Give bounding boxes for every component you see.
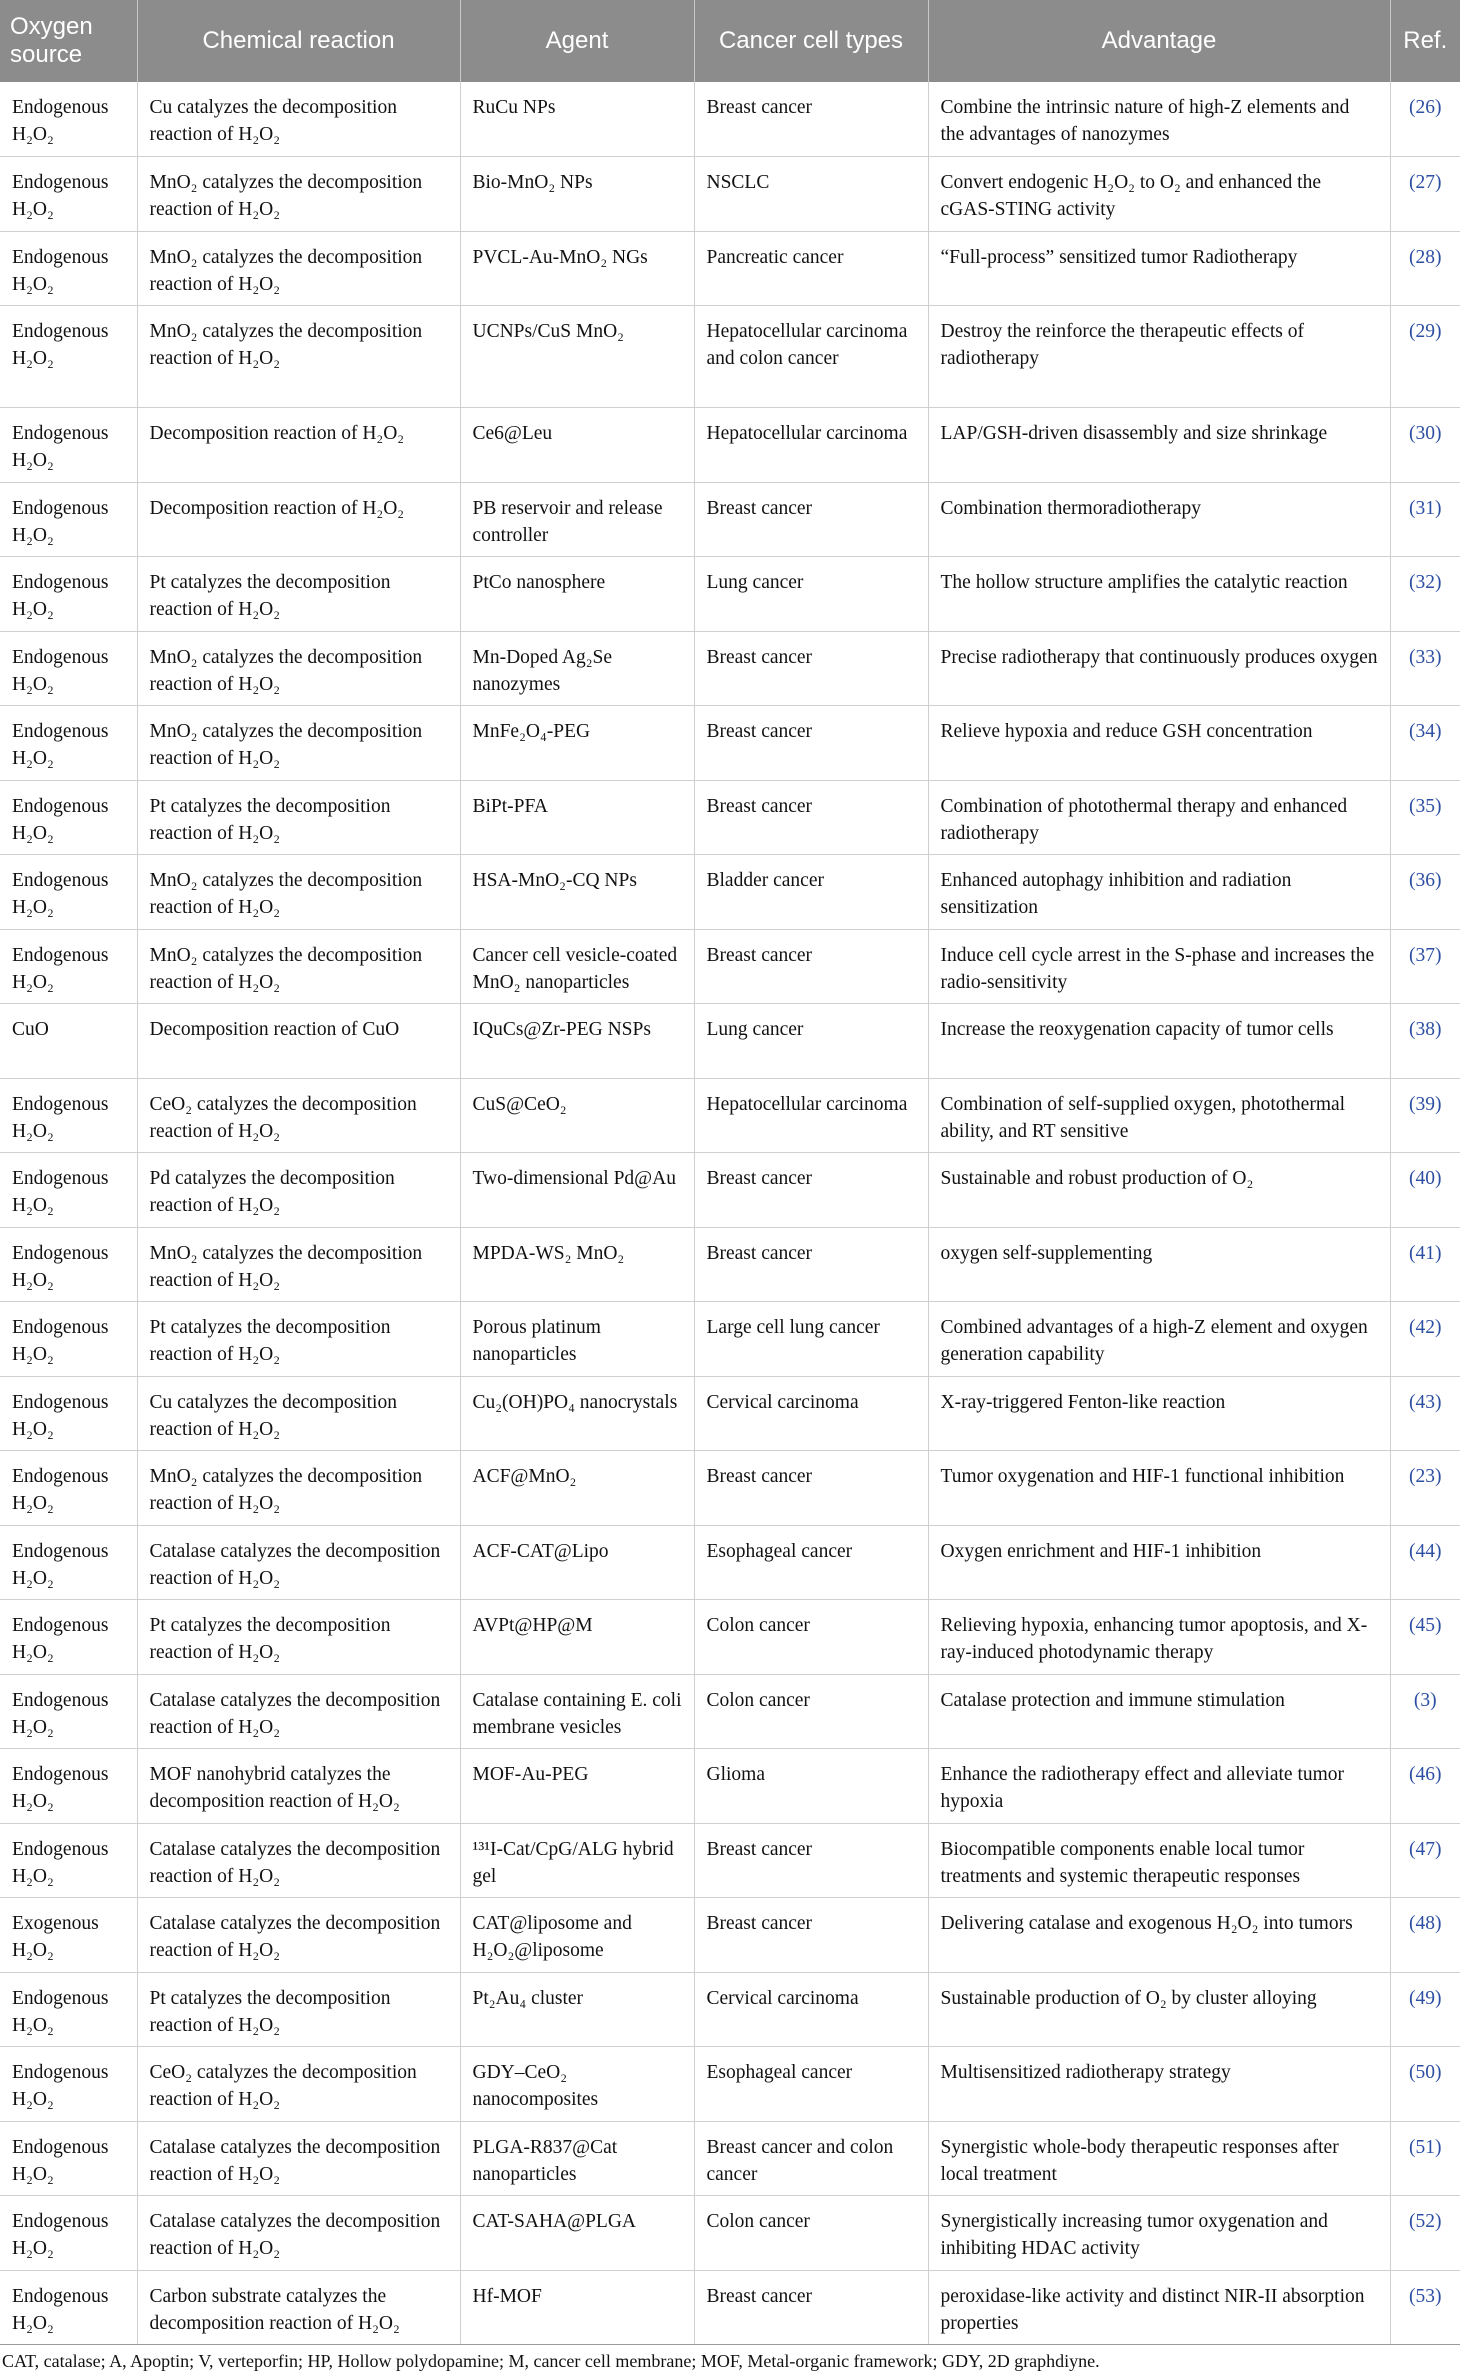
cell-cancer-cell-types: Breast cancer: [694, 1227, 928, 1302]
cell-advantage: Sustainable production of O₂ by cluster alloying: [928, 1972, 1390, 2047]
cell-agent: HSA-MnO₂-CQ NPs: [460, 855, 694, 930]
cell-cancer-cell-types: Breast cancer: [694, 780, 928, 855]
cell-ref[interactable]: (38): [1390, 1004, 1460, 1079]
cell-ref[interactable]: (47): [1390, 1823, 1460, 1898]
cell-oxygen-source: Endogenous H₂O₂: [0, 1376, 137, 1451]
cell-chemical-reaction: Catalase catalyzes the decomposition reaction of H₂O₂: [137, 1674, 460, 1749]
cell-advantage: Enhanced autophagy inhibition and radiation sensitization: [928, 855, 1390, 930]
table-row: [0, 482, 1460, 557]
cell-agent: ¹³¹I-Cat/CpG/ALG hybrid gel: [460, 1823, 694, 1898]
table-row: [0, 1749, 1460, 1824]
cell-chemical-reaction: MOF nanohybrid catalyzes the decomposition reaction of H₂O₂: [137, 1749, 460, 1824]
cell-advantage: The hollow structure amplifies the catalytic reaction: [928, 557, 1390, 632]
cell-ref[interactable]: (31): [1390, 482, 1460, 557]
cell-agent: Cu₂(OH)PO₄ nanocrystals: [460, 1376, 694, 1451]
cell-oxygen-source: Endogenous H₂O₂: [0, 1525, 137, 1600]
cell-cancer-cell-types: Breast cancer: [694, 1898, 928, 1973]
cell-oxygen-source: Endogenous H₂O₂: [0, 557, 137, 632]
cell-advantage: Combination of self-supplied oxygen, photothermal ability, and RT sensitive: [928, 1078, 1390, 1153]
cell-ref[interactable]: (28): [1390, 231, 1460, 306]
cell-cancer-cell-types: Pancreatic cancer: [694, 231, 928, 306]
cell-chemical-reaction: Decomposition reaction of H₂O₂: [137, 408, 460, 483]
cell-chemical-reaction: Decomposition reaction of CuO: [137, 1004, 460, 1079]
cell-oxygen-source: CuO: [0, 1004, 137, 1079]
cell-advantage: Synergistic whole-body therapeutic responses after local treatment: [928, 2121, 1390, 2196]
cell-cancer-cell-types: Cervical carcinoma: [694, 1376, 928, 1451]
cell-oxygen-source: Endogenous H₂O₂: [0, 1749, 137, 1824]
cell-ref[interactable]: (3): [1390, 1674, 1460, 1749]
cell-chemical-reaction: MnO₂ catalyzes the decomposition reaction of H₂O₂: [137, 706, 460, 781]
cell-oxygen-source: Endogenous H₂O₂: [0, 1227, 137, 1302]
cell-advantage: Synergistically increasing tumor oxygenation and inhibiting HDAC activity: [928, 2196, 1390, 2271]
cell-oxygen-source: Endogenous H₂O₂: [0, 2270, 137, 2345]
table-body: [0, 82, 1460, 2345]
cell-ref[interactable]: (51): [1390, 2121, 1460, 2196]
table-row: [0, 2270, 1460, 2345]
cell-oxygen-source: Endogenous H₂O₂: [0, 157, 137, 232]
cell-advantage: Precise radiotherapy that continuously produces oxygen: [928, 631, 1390, 706]
cell-cancer-cell-types: Breast cancer: [694, 2270, 928, 2345]
table-row: [0, 1302, 1460, 1377]
table-row: [0, 1600, 1460, 1675]
cell-chemical-reaction: Decomposition reaction of H₂O₂: [137, 482, 460, 557]
cell-chemical-reaction: Pt catalyzes the decomposition reaction of H₂O₂: [137, 1600, 460, 1675]
cell-advantage: Combination of photothermal therapy and enhanced radiotherapy: [928, 780, 1390, 855]
cell-oxygen-source: Endogenous H₂O₂: [0, 2121, 137, 2196]
header-ref: Ref.: [1390, 0, 1460, 82]
cell-ref[interactable]: (34): [1390, 706, 1460, 781]
cell-oxygen-source: Endogenous H₂O₂: [0, 2196, 137, 2271]
cell-ref[interactable]: (23): [1390, 1451, 1460, 1526]
cell-cancer-cell-types: Glioma: [694, 1749, 928, 1824]
cell-oxygen-source: Exogenous H₂O₂: [0, 1898, 137, 1973]
table-row: [0, 1674, 1460, 1749]
cell-agent: PLGA-R837@Cat nanoparticles: [460, 2121, 694, 2196]
table-header: [0, 0, 1460, 82]
table-row: [0, 2121, 1460, 2196]
cell-chemical-reaction: Catalase catalyzes the decomposition reaction of H₂O₂: [137, 2121, 460, 2196]
cell-cancer-cell-types: Colon cancer: [694, 1674, 928, 1749]
cell-advantage: Increase the reoxygenation capacity of tumor cells: [928, 1004, 1390, 1079]
cell-cancer-cell-types: Bladder cancer: [694, 855, 928, 930]
cell-oxygen-source: Endogenous H₂O₂: [0, 1153, 137, 1228]
cell-advantage: Combination thermoradiotherapy: [928, 482, 1390, 557]
cell-agent: Two-dimensional Pd@Au: [460, 1153, 694, 1228]
header-oxygen-source: Oxygen source: [0, 0, 137, 82]
cell-advantage: Enhance the radiotherapy effect and alleviate tumor hypoxia: [928, 1749, 1390, 1824]
header-row: [0, 0, 1460, 82]
cell-chemical-reaction: Cu catalyzes the decomposition reaction of H₂O₂: [137, 82, 460, 157]
cell-agent: Pt₂Au₄ cluster: [460, 1972, 694, 2047]
cell-ref[interactable]: (30): [1390, 408, 1460, 483]
cell-chemical-reaction: Pt catalyzes the decomposition reaction of H₂O₂: [137, 557, 460, 632]
cell-agent: ACF-CAT@Lipo: [460, 1525, 694, 1600]
cell-agent: MOF-Au-PEG: [460, 1749, 694, 1824]
cell-agent: CAT@liposome and H₂O₂@liposome: [460, 1898, 694, 1973]
cell-advantage: Relieve hypoxia and reduce GSH concentration: [928, 706, 1390, 781]
cell-cancer-cell-types: Cervical carcinoma: [694, 1972, 928, 2047]
cell-ref[interactable]: (33): [1390, 631, 1460, 706]
cell-advantage: “Full-process” sensitized tumor Radiotherapy: [928, 231, 1390, 306]
cell-ref[interactable]: (37): [1390, 929, 1460, 1004]
cell-cancer-cell-types: Breast cancer: [694, 1823, 928, 1898]
cell-cancer-cell-types: Breast cancer: [694, 929, 928, 1004]
cell-agent: Porous platinum nanoparticles: [460, 1302, 694, 1377]
cell-advantage: LAP/GSH-driven disassembly and size shrinkage: [928, 408, 1390, 483]
cell-chemical-reaction: CeO₂ catalyzes the decomposition reaction of H₂O₂: [137, 1078, 460, 1153]
table-row: [0, 306, 1460, 408]
cell-chemical-reaction: Pt catalyzes the decomposition reaction of H₂O₂: [137, 1302, 460, 1377]
table-row: [0, 1376, 1460, 1451]
cell-oxygen-source: Endogenous H₂O₂: [0, 706, 137, 781]
cell-chemical-reaction: Pd catalyzes the decomposition reaction of H₂O₂: [137, 1153, 460, 1228]
cell-chemical-reaction: MnO₂ catalyzes the decomposition reaction of H₂O₂: [137, 855, 460, 930]
table-row: [0, 1898, 1460, 1973]
cell-advantage: Combine the intrinsic nature of high-Z elements and the advantages of nanozymes: [928, 82, 1390, 157]
cell-oxygen-source: Endogenous H₂O₂: [0, 1674, 137, 1749]
cell-cancer-cell-types: Large cell lung cancer: [694, 1302, 928, 1377]
cell-cancer-cell-types: Breast cancer: [694, 1451, 928, 1526]
cell-oxygen-source: Endogenous H₂O₂: [0, 408, 137, 483]
cell-chemical-reaction: Catalase catalyzes the decomposition reaction of H₂O₂: [137, 1525, 460, 1600]
cell-advantage: Biocompatible components enable local tumor treatments and systemic therapeutic responses: [928, 1823, 1390, 1898]
table-row: [0, 408, 1460, 483]
table-row: [0, 706, 1460, 781]
cell-ref[interactable]: (42): [1390, 1302, 1460, 1377]
cell-agent: PB reservoir and release controller: [460, 482, 694, 557]
cell-agent: MnFe₂O₄-PEG: [460, 706, 694, 781]
cell-agent: Bio-MnO₂ NPs: [460, 157, 694, 232]
cell-ref[interactable]: (35): [1390, 780, 1460, 855]
cell-cancer-cell-types: Breast cancer: [694, 82, 928, 157]
cell-cancer-cell-types: Breast cancer: [694, 706, 928, 781]
table-footnote: CAT, catalase; A, Apoptin; V, verteporfin; HP, Hollow polydopamine; M, cancer cell membrane; MOF, Metal-organic framework; GDY, 2D graphdiyne.: [2, 2351, 1100, 2371]
cell-oxygen-source: Endogenous H₂O₂: [0, 1972, 137, 2047]
cell-chemical-reaction: MnO₂ catalyzes the decomposition reaction of H₂O₂: [137, 1451, 460, 1526]
cell-agent: BiPt-PFA: [460, 780, 694, 855]
cell-ref[interactable]: (41): [1390, 1227, 1460, 1302]
cell-agent: UCNPs/CuS MnO₂: [460, 306, 694, 408]
cell-advantage: Combined advantages of a high-Z element and oxygen generation capability: [928, 1302, 1390, 1377]
header-chemical-reaction: Chemical reaction: [137, 0, 460, 82]
cell-advantage: Tumor oxygenation and HIF-1 functional inhibition: [928, 1451, 1390, 1526]
table-row: [0, 855, 1460, 930]
table-row: [0, 1525, 1460, 1600]
table-row: [0, 1078, 1460, 1153]
cell-oxygen-source: Endogenous H₂O₂: [0, 1451, 137, 1526]
cell-ref[interactable]: (53): [1390, 2270, 1460, 2345]
cell-oxygen-source: Endogenous H₂O₂: [0, 1823, 137, 1898]
cell-ref[interactable]: (26): [1390, 82, 1460, 157]
cell-cancer-cell-types: Lung cancer: [694, 1004, 928, 1079]
cell-cancer-cell-types: Breast cancer and colon cancer: [694, 2121, 928, 2196]
cell-oxygen-source: Endogenous H₂O₂: [0, 1600, 137, 1675]
table-row: [0, 2196, 1460, 2271]
cell-cancer-cell-types: Breast cancer: [694, 482, 928, 557]
cell-cancer-cell-types: Esophageal cancer: [694, 1525, 928, 1600]
header-agent: Agent: [460, 0, 694, 82]
cell-advantage: oxygen self-supplementing: [928, 1227, 1390, 1302]
cell-agent: Cancer cell vesicle-coated MnO₂ nanoparticles: [460, 929, 694, 1004]
cell-oxygen-source: Endogenous H₂O₂: [0, 231, 137, 306]
cell-agent: PtCo nanosphere: [460, 557, 694, 632]
cell-chemical-reaction: MnO₂ catalyzes the decomposition reaction of H₂O₂: [137, 306, 460, 408]
cell-oxygen-source: Endogenous H₂O₂: [0, 82, 137, 157]
cell-oxygen-source: Endogenous H₂O₂: [0, 306, 137, 408]
cell-chemical-reaction: MnO₂ catalyzes the decomposition reaction of H₂O₂: [137, 157, 460, 232]
cell-chemical-reaction: MnO₂ catalyzes the decomposition reaction of H₂O₂: [137, 231, 460, 306]
cell-agent: CuS@CeO₂: [460, 1078, 694, 1153]
cell-advantage: Multisensitized radiotherapy strategy: [928, 2047, 1390, 2122]
table-row: [0, 631, 1460, 706]
table-row: [0, 231, 1460, 306]
cell-ref[interactable]: (49): [1390, 1972, 1460, 2047]
cell-oxygen-source: Endogenous H₂O₂: [0, 1302, 137, 1377]
cell-cancer-cell-types: Lung cancer: [694, 557, 928, 632]
cell-agent: Catalase containing E. coli membrane vesicles: [460, 1674, 694, 1749]
cell-chemical-reaction: Cu catalyzes the decomposition reaction of H₂O₂: [137, 1376, 460, 1451]
cell-cancer-cell-types: Hepatocellular carcinoma: [694, 1078, 928, 1153]
cell-cancer-cell-types: NSCLC: [694, 157, 928, 232]
cell-agent: MPDA-WS₂ MnO₂: [460, 1227, 694, 1302]
cell-ref[interactable]: (48): [1390, 1898, 1460, 1973]
table-row: [0, 1153, 1460, 1228]
cell-agent: CAT-SAHA@PLGA: [460, 2196, 694, 2271]
table-row: [0, 1823, 1460, 1898]
table-row: [0, 1451, 1460, 1526]
cell-advantage: Convert endogenic H₂O₂ to O₂ and enhanced the cGAS-STING activity: [928, 157, 1390, 232]
cell-ref[interactable]: (43): [1390, 1376, 1460, 1451]
table-row: [0, 1227, 1460, 1302]
table-row: [0, 157, 1460, 232]
cell-agent: ACF@MnO₂: [460, 1451, 694, 1526]
cell-cancer-cell-types: Breast cancer: [694, 631, 928, 706]
cell-chemical-reaction: Pt catalyzes the decomposition reaction of H₂O₂: [137, 1972, 460, 2047]
cell-chemical-reaction: MnO₂ catalyzes the decomposition reaction of H₂O₂: [137, 929, 460, 1004]
cell-cancer-cell-types: Hepatocellular carcinoma and colon cancer: [694, 306, 928, 408]
cell-chemical-reaction: Carbon substrate catalyzes the decomposition reaction of H₂O₂: [137, 2270, 460, 2345]
cell-agent: PVCL-Au-MnO₂ NGs: [460, 231, 694, 306]
cell-cancer-cell-types: Breast cancer: [694, 1153, 928, 1228]
cell-advantage: Sustainable and robust production of O₂: [928, 1153, 1390, 1228]
cell-chemical-reaction: MnO₂ catalyzes the decomposition reaction of H₂O₂: [137, 1227, 460, 1302]
cell-cancer-cell-types: Colon cancer: [694, 1600, 928, 1675]
cell-ref[interactable]: (44): [1390, 1525, 1460, 1600]
table-row: [0, 929, 1460, 1004]
cell-ref[interactable]: (27): [1390, 157, 1460, 232]
cell-ref[interactable]: (39): [1390, 1078, 1460, 1153]
cell-cancer-cell-types: Colon cancer: [694, 2196, 928, 2271]
cell-cancer-cell-types: Hepatocellular carcinoma: [694, 408, 928, 483]
cell-oxygen-source: Endogenous H₂O₂: [0, 482, 137, 557]
cell-ref[interactable]: (52): [1390, 2196, 1460, 2271]
cell-agent: Hf-MOF: [460, 2270, 694, 2345]
cell-chemical-reaction: MnO₂ catalyzes the decomposition reaction of H₂O₂: [137, 631, 460, 706]
cell-agent: GDY–CeO₂ nanocomposites: [460, 2047, 694, 2122]
cell-ref[interactable]: (36): [1390, 855, 1460, 930]
header-advantage: Advantage: [928, 0, 1390, 82]
cell-agent: IQuCs@Zr-PEG NSPs: [460, 1004, 694, 1079]
cell-oxygen-source: Endogenous H₂O₂: [0, 1078, 137, 1153]
cell-advantage: Catalase protection and immune stimulation: [928, 1674, 1390, 1749]
cell-advantage: Relieving hypoxia, enhancing tumor apoptosis, and X-ray-induced photodynamic therapy: [928, 1600, 1390, 1675]
cell-chemical-reaction: Catalase catalyzes the decomposition reaction of H₂O₂: [137, 1823, 460, 1898]
cell-chemical-reaction: Pt catalyzes the decomposition reaction of H₂O₂: [137, 780, 460, 855]
cell-advantage: peroxidase-like activity and distinct NIR-II absorption properties: [928, 2270, 1390, 2345]
table-row: [0, 1004, 1460, 1079]
table-row: [0, 82, 1460, 157]
cell-agent: Ce6@Leu: [460, 408, 694, 483]
header-cancer-cell-types: Cancer cell types: [694, 0, 928, 82]
cell-oxygen-source: Endogenous H₂O₂: [0, 2047, 137, 2122]
cell-agent: Mn-Doped Ag₂Se nanozymes: [460, 631, 694, 706]
table-row: [0, 780, 1460, 855]
cell-ref[interactable]: (45): [1390, 1600, 1460, 1675]
cell-agent: AVPt@HP@M: [460, 1600, 694, 1675]
cell-agent: RuCu NPs: [460, 82, 694, 157]
cell-oxygen-source: Endogenous H₂O₂: [0, 780, 137, 855]
cell-ref[interactable]: (32): [1390, 557, 1460, 632]
cell-advantage: Oxygen enrichment and HIF-1 inhibition: [928, 1525, 1390, 1600]
cell-oxygen-source: Endogenous H₂O₂: [0, 855, 137, 930]
cell-advantage: Induce cell cycle arrest in the S-phase and increases the radio-sensitivity: [928, 929, 1390, 1004]
cell-advantage: X-ray-triggered Fenton-like reaction: [928, 1376, 1390, 1451]
cell-cancer-cell-types: Esophageal cancer: [694, 2047, 928, 2122]
cell-ref[interactable]: (40): [1390, 1153, 1460, 1228]
table-row: [0, 557, 1460, 632]
cell-chemical-reaction: Catalase catalyzes the decomposition reaction of H₂O₂: [137, 1898, 460, 1973]
cell-ref[interactable]: (29): [1390, 306, 1460, 408]
cell-advantage: Delivering catalase and exogenous H₂O₂ into tumors: [928, 1898, 1390, 1973]
cell-ref[interactable]: (50): [1390, 2047, 1460, 2122]
table-row: [0, 2047, 1460, 2122]
cell-oxygen-source: Endogenous H₂O₂: [0, 631, 137, 706]
table-row: [0, 1972, 1460, 2047]
cell-oxygen-source: Endogenous H₂O₂: [0, 929, 137, 1004]
cell-ref[interactable]: (46): [1390, 1749, 1460, 1824]
cell-chemical-reaction: Catalase catalyzes the decomposition reaction of H₂O₂: [137, 2196, 460, 2271]
cell-advantage: Destroy the reinforce the therapeutic effects of radiotherapy: [928, 306, 1390, 408]
cell-chemical-reaction: CeO₂ catalyzes the decomposition reaction of H₂O₂: [137, 2047, 460, 2122]
